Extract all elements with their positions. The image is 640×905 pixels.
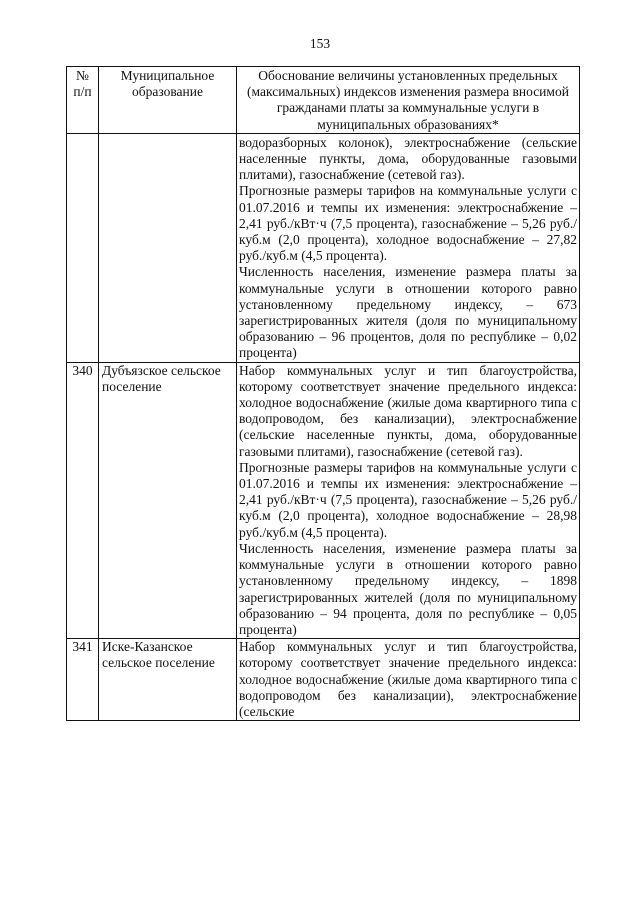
row-num	[67, 133, 99, 362]
row-municipality	[99, 133, 237, 362]
row-num: 341	[67, 639, 99, 721]
table-row	[67, 639, 580, 721]
page-number: 153	[309, 36, 331, 51]
header-num: № п/п	[67, 67, 99, 134]
paragraph: Прогнозные размеры тарифов на коммунальные услуги с 01.07.2016 и темпы их изменения: электроснабжение – 2,41 руб./кВт·ч (7,5 процента), газоснабжение – 5,26 руб./куб.м (2,0 процента), холодное водоснабжение – 27,82 руб./куб.м (4,5 процента).	[239, 183, 577, 264]
paragraph: водоразборных колонок), электроснабжение (сельские населенные пункты, дома, оборудованные газовыми плитами), газоснабжение (сетевой газ).	[239, 134, 577, 183]
table-row	[67, 362, 580, 638]
header-justification: Обоснование величины установленных предельных (максимальных) индексов изменения размера вносимой гражданами платы за коммунальные услуги в муниципальных образованиях*	[237, 67, 580, 134]
paragraph: Численность населения, изменение размера платы за коммунальные услуги в отношении которого равно установленному предельному индексу, – 1898 зарегистрированных жителей (доля по муниципальному образованию – 94 процента, доля по республике – 0,05 процента)	[239, 540, 577, 637]
row-justification	[237, 362, 580, 638]
row-justification	[237, 639, 580, 721]
paragraph: Набор коммунальных услуг и тип благоустройства, которому соответствует значение предельного индекса: холодное водоснабжение (жилые дома квартирного типа с водопроводом без канализации), электроснабжение (сельские	[239, 639, 577, 719]
row-municipality: Дубъязское сельское поселение	[99, 362, 237, 638]
paragraph: Прогнозные размеры тарифов на коммунальные услуги с 01.07.2016 и темпы их изменения: электроснабжение – 2,41 руб./кВт·ч (7,5 процента), газоснабжение – 5,26 руб./куб.м (2,0 процента), холодное водоснабжение – 28,98 руб./куб.м (4,5 процента).	[239, 459, 577, 540]
paragraph: Численность населения, изменение размера платы за коммунальные услуги в отношении которого равно установленному предельному индексу, – 673 зарегистрированных жителя (доля по муниципальному образованию – 96 процентов, доля по республике – 0,02 процента)	[239, 264, 577, 361]
table-header-row	[67, 67, 580, 134]
tariff-table	[66, 66, 580, 721]
header-municipality: Муниципальное образование	[99, 67, 237, 134]
row-num: 340	[67, 362, 99, 638]
table-row	[67, 133, 580, 362]
row-municipality: Иске-Казанское сельское поселение	[99, 639, 237, 721]
paragraph: Набор коммунальных услуг и тип благоустройства, которому соответствует значение предельного индекса: холодное водоснабжение (жилые дома квартирного типа с водопроводом, без канализации), электроснабжение (сельские населенные пункты, дома, оборудованные газовыми плитами), газоснабжение (сетевой газ).	[239, 362, 577, 459]
row-justification	[237, 133, 580, 362]
